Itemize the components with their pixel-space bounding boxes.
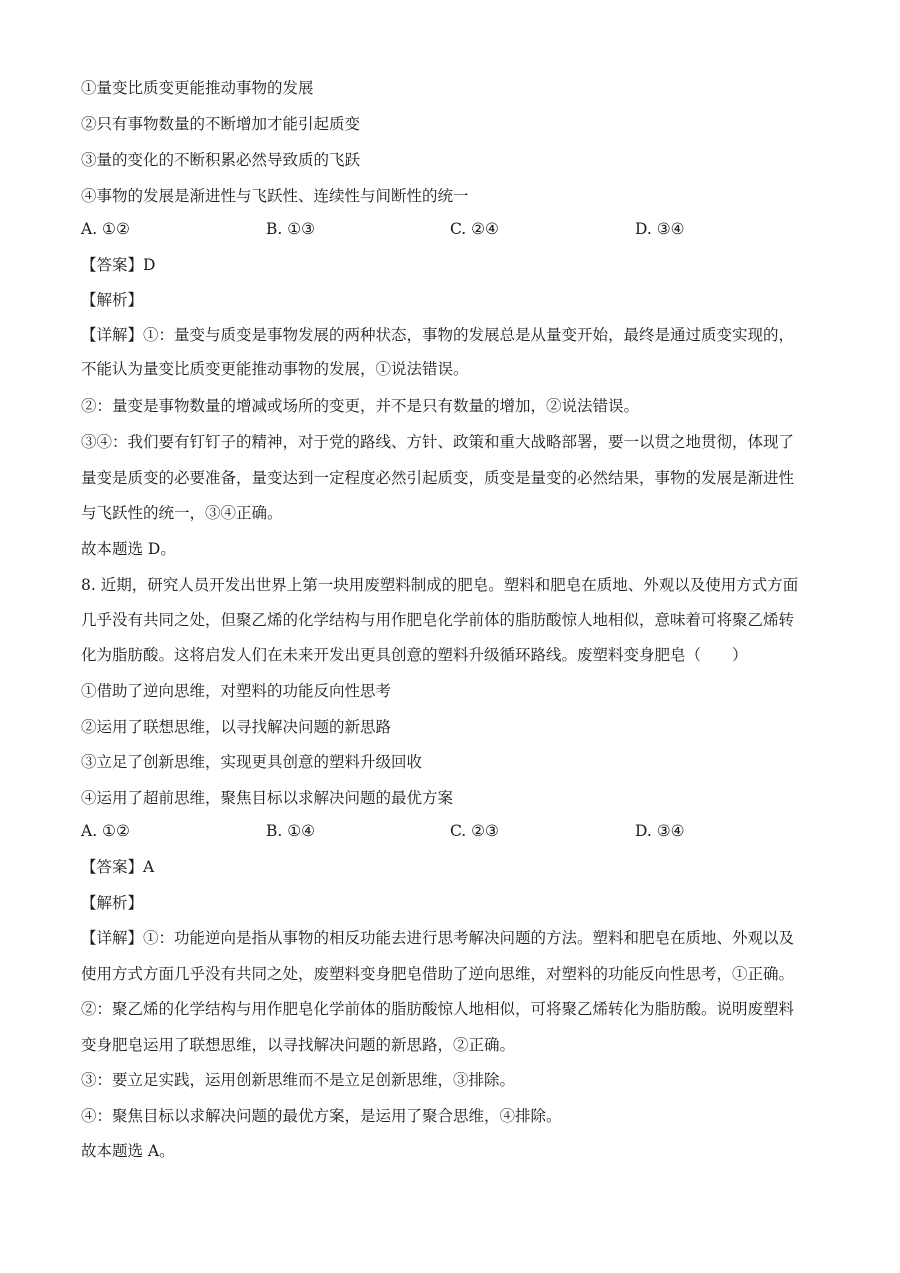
q8-detail-line-6: ④：聚焦目标以求解决问题的最优方案，是运用了聚合思维，④排除。 — [81, 1107, 562, 1125]
q8-detail-line-3: ②：聚乙烯的化学结构与用作肥皂化学前体的脂肪酸惊人地相似，可将聚乙烯转化为脂肪酸。说明废塑料 — [81, 1000, 795, 1018]
q7-statement-2: ②只有事物数量的不断增加才能引起质变 — [81, 115, 361, 133]
q8-option-a: A. ①② — [81, 822, 130, 840]
q8-stem-line-3: 化为脂肪酸。这将启发人们在未来开发出更具创意的塑料升级循环路线。废塑料变身肥皂（ ） — [81, 646, 748, 664]
q8-detail-line-2: 使用方式方面几乎没有共同之处，废塑料变身肥皂借助了逆向思维，对塑料的功能反向性思考，①正确。 — [81, 965, 795, 983]
q8-detail-line-1: 【详解】①：功能逆向是指从事物的相反功能去进行思考解决问题的方法。塑料和肥皂在质地、外观以及 — [81, 929, 795, 947]
q8-option-d: D. ③④ — [635, 822, 685, 840]
q7-analysis-label: 【解析】 — [81, 291, 144, 309]
q8-stem-line-2: 几乎没有共同之处，但聚乙烯的化学结构与用作肥皂化学前体的脂肪酸惊人地相似，意味着可将聚乙烯转 — [81, 611, 795, 629]
q8-option-c: C. ②③ — [450, 822, 499, 840]
q7-conclusion: 故本题选 D。 — [81, 540, 176, 558]
q8-detail-line-4: 变身肥皂运用了联想思维，以寻找解决问题的新思路，②正确。 — [81, 1036, 516, 1054]
q8-statement-2: ②运用了联想思维，以寻找解决问题的新思路 — [81, 718, 392, 736]
q7-detail-line-3: ②：量变是事物数量的增减或场所的变更，并不是只有数量的增加，②说法错误。 — [81, 397, 640, 415]
q8-option-b: B. ①④ — [266, 822, 316, 840]
q8-detail-line-5: ③：要立足实践，运用创新思维而不是立足创新思维，③排除。 — [81, 1071, 516, 1089]
q7-statement-1: ①量变比质变更能推动事物的发展 — [81, 79, 314, 97]
q7-detail-line-5: 量变是质变的必要准备，量变达到一定程度必然引起质变，质变是量变的必然结果，事物的发展是渐进性 — [81, 469, 795, 487]
q8-analysis-label: 【解析】 — [81, 894, 144, 912]
q7-answer: 【答案】D — [81, 256, 156, 274]
q7-statement-4: ④事物的发展是渐进性与飞跃性、连续性与间断性的统一 — [81, 187, 469, 205]
q7-detail-line-2: 不能认为量变比质变更能推动事物的发展，①说法错误。 — [81, 360, 469, 378]
q7-option-d: D. ③④ — [635, 220, 685, 238]
q8-conclusion: 故本题选 A。 — [81, 1142, 175, 1160]
q7-statement-3: ③量的变化的不断积累必然导致质的飞跃 — [81, 151, 361, 169]
q7-option-a: A. ①② — [81, 220, 130, 238]
q7-detail-line-4: ③④：我们要有钉钉子的精神，对于党的路线、方针、政策和重大战略部署，要一以贯之地贯彻，体现了 — [81, 433, 795, 451]
q8-answer: 【答案】A — [81, 858, 155, 876]
q7-option-b: B. ①③ — [266, 220, 316, 238]
q7-option-c: C. ②④ — [450, 220, 499, 238]
q8-statement-4: ④运用了超前思维，聚焦目标以求解决问题的最优方案 — [81, 789, 454, 807]
q8-statement-3: ③立足了创新思维，实现更具创意的塑料升级回收 — [81, 753, 423, 771]
q8-stem-line-1: 8. 近期，研究人员开发出世界上第一块用废塑料制成的肥皂。塑料和肥皂在质地、外观以及使用方式方面 — [81, 576, 799, 594]
q8-statement-1: ①借助了逆向思维，对塑料的功能反向性思考 — [81, 682, 392, 700]
q7-detail-line-6: 与飞跃性的统一，③④正确。 — [81, 504, 283, 522]
q7-detail-line-1: 【详解】①：量变与质变是事物发展的两种状态，事物的发展总是从量变开始，最终是通过质变实现的， — [81, 326, 795, 344]
